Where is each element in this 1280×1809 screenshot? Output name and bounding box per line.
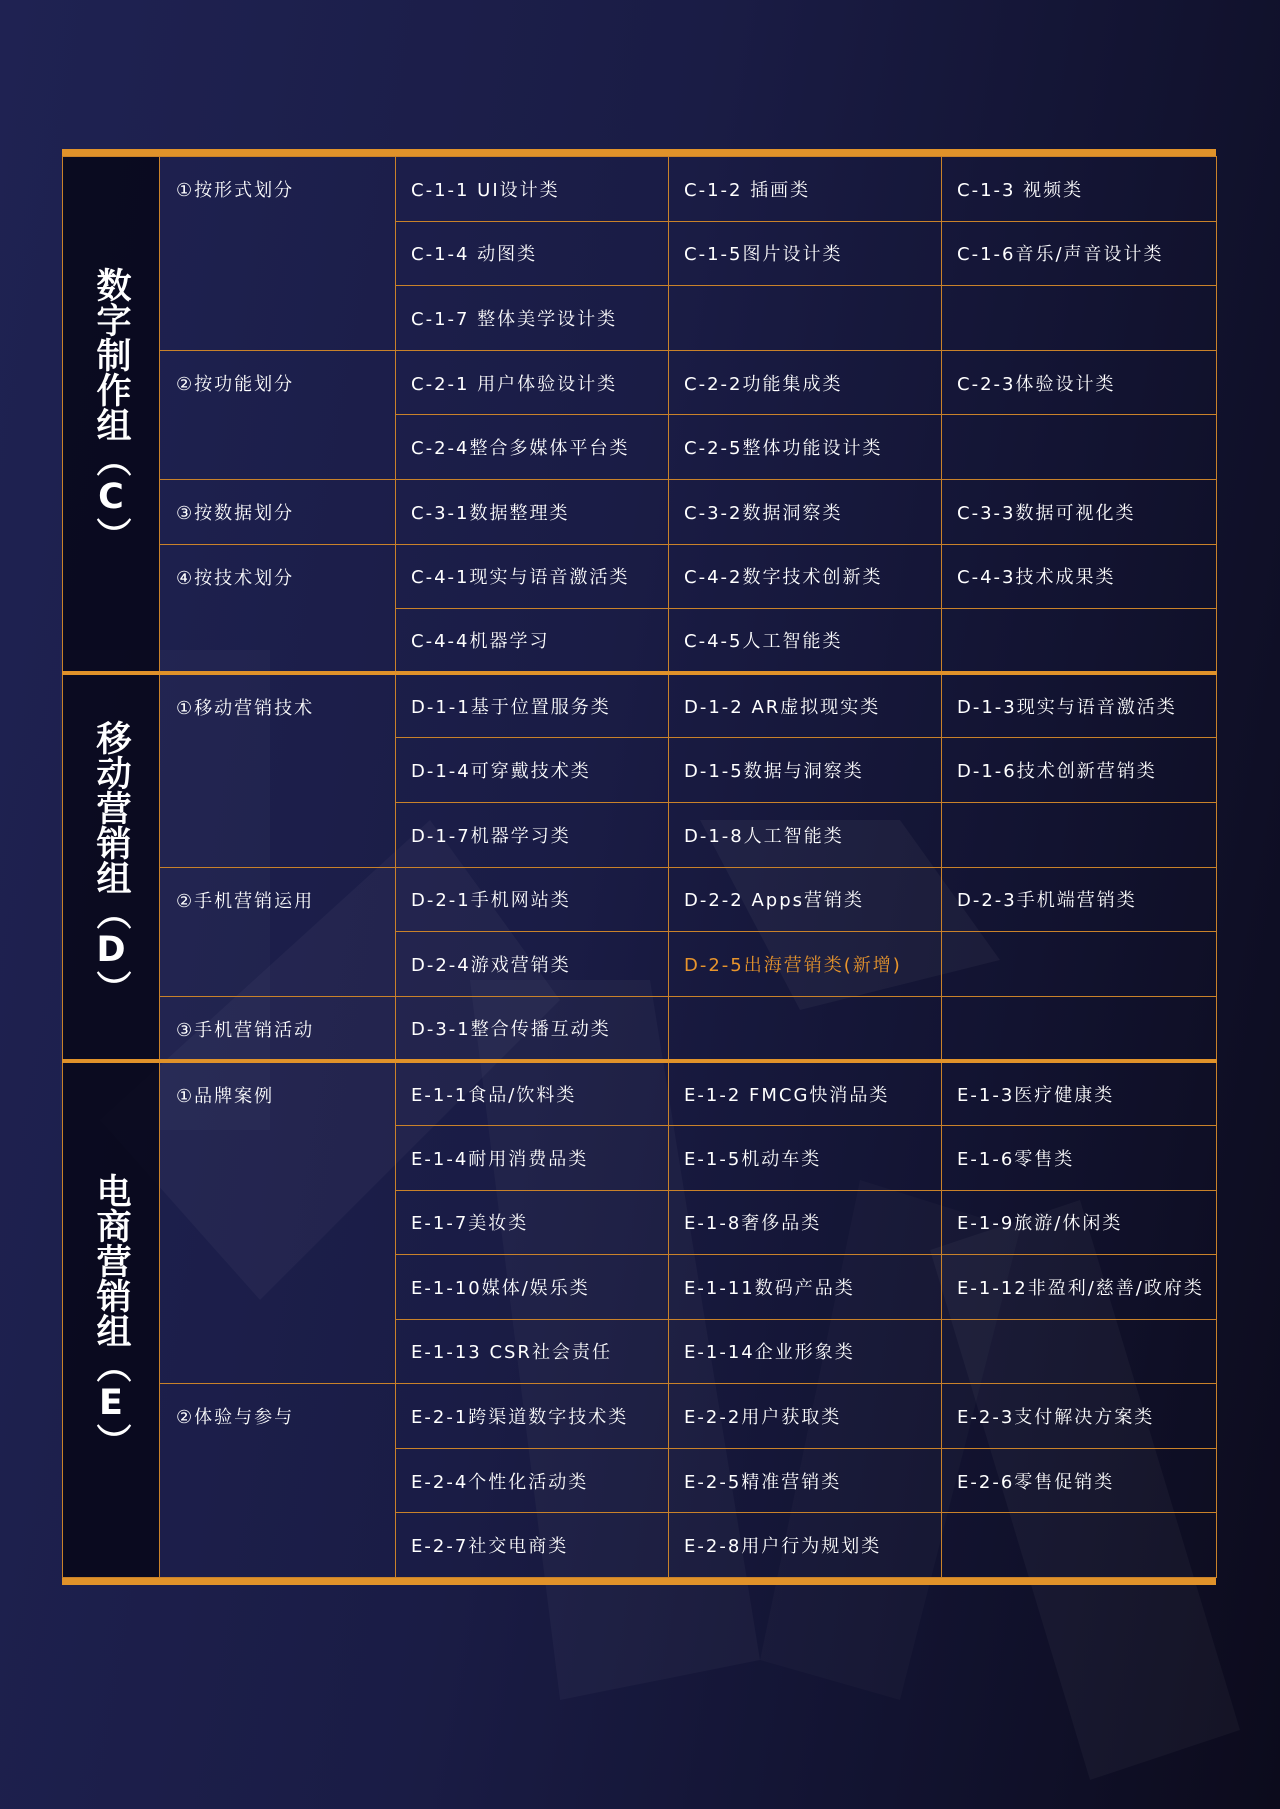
table-row <box>63 867 1217 932</box>
empty-cell <box>942 802 1217 867</box>
category-cell: D-1-1基于位置服务类 <box>396 673 669 738</box>
subgroup-label: ②体验与参与 <box>160 1384 396 1578</box>
category-cell: E-2-4个性化活动类 <box>396 1448 669 1513</box>
category-cell: D-2-4游戏营销类 <box>396 932 669 997</box>
category-cell: C-4-2数字技术创新类 <box>669 544 942 609</box>
table-row <box>63 1061 1217 1126</box>
group-name: 数字制作组（C） <box>91 267 131 553</box>
empty-cell <box>942 1319 1217 1384</box>
group-name: 移动营销组（D） <box>91 720 131 1006</box>
empty-cell <box>669 996 942 1061</box>
category-cell: E-2-1跨渠道数字技术类 <box>396 1384 669 1449</box>
category-cell: D-2-2 Apps营销类 <box>669 867 942 932</box>
category-cell: E-1-8奢侈品类 <box>669 1190 942 1255</box>
subgroup-label: ③按数据划分 <box>160 479 396 544</box>
subgroup-label: ①移动营销技术 <box>160 673 396 867</box>
empty-cell <box>942 415 1217 480</box>
category-cell: D-1-7机器学习类 <box>396 802 669 867</box>
table-row <box>63 157 1217 222</box>
category-cell: E-1-9旅游/休闲类 <box>942 1190 1217 1255</box>
category-cell: C-1-7 整体美学设计类 <box>396 286 669 351</box>
category-cell: D-2-1手机网站类 <box>396 867 669 932</box>
category-cell: E-2-8用户行为规划类 <box>669 1513 942 1578</box>
subgroup-label: ④按技术划分 <box>160 544 396 673</box>
category-cell: E-1-7美妆类 <box>396 1190 669 1255</box>
empty-cell <box>942 1513 1217 1578</box>
category-cell: C-1-5图片设计类 <box>669 221 942 286</box>
category-cell: D-1-6技术创新营销类 <box>942 738 1217 803</box>
category-cell: C-1-3 视频类 <box>942 157 1217 222</box>
category-cell: E-2-7社交电商类 <box>396 1513 669 1578</box>
category-cell: D-1-4可穿戴技术类 <box>396 738 669 803</box>
subgroup-label: ②按功能划分 <box>160 350 396 479</box>
category-cell: E-2-3支付解决方案类 <box>942 1384 1217 1449</box>
category-cell: E-1-10媒体/娱乐类 <box>396 1255 669 1320</box>
category-cell: C-2-5整体功能设计类 <box>669 415 942 480</box>
category-cell: C-4-5人工智能类 <box>669 609 942 674</box>
category-cell: C-4-3技术成果类 <box>942 544 1217 609</box>
category-cell: E-1-1食品/饮料类 <box>396 1061 669 1126</box>
category-cell: D-2-5出海营销类(新增) <box>669 932 942 997</box>
category-cell: C-3-2数据洞察类 <box>669 479 942 544</box>
empty-cell <box>942 996 1217 1061</box>
category-cell: E-2-5精准营销类 <box>669 1448 942 1513</box>
category-table <box>62 156 1217 1578</box>
category-cell: C-2-2功能集成类 <box>669 350 942 415</box>
category-cell: D-2-3手机端营销类 <box>942 867 1217 932</box>
category-cell: D-1-8人工智能类 <box>669 802 942 867</box>
group-name: 电商营销组（E） <box>91 1172 131 1458</box>
category-cell: E-1-6零售类 <box>942 1125 1217 1190</box>
empty-cell <box>942 609 1217 674</box>
category-cell: C-1-6音乐/声音设计类 <box>942 221 1217 286</box>
category-cell: E-1-4耐用消费品类 <box>396 1125 669 1190</box>
table-row <box>63 996 1217 1061</box>
category-cell: C-1-1 UI设计类 <box>396 157 669 222</box>
category-cell: E-1-11数码产品类 <box>669 1255 942 1320</box>
table-row <box>63 544 1217 609</box>
category-cell: C-3-1数据整理类 <box>396 479 669 544</box>
subgroup-label: ①按形式划分 <box>160 157 396 351</box>
table-row <box>63 1384 1217 1449</box>
subgroup-label: ①品牌案例 <box>160 1061 396 1384</box>
category-cell: C-4-4机器学习 <box>396 609 669 674</box>
category-cell: E-2-2用户获取类 <box>669 1384 942 1449</box>
category-cell: D-1-2 AR虚拟现实类 <box>669 673 942 738</box>
category-cell: D-1-5数据与洞察类 <box>669 738 942 803</box>
subgroup-label: ③手机营销活动 <box>160 996 396 1061</box>
group-label <box>63 1061 160 1578</box>
category-cell: E-1-12非盈利/慈善/政府类 <box>942 1255 1217 1320</box>
empty-cell <box>669 286 942 351</box>
category-cell: E-1-2 FMCG快消品类 <box>669 1061 942 1126</box>
category-cell: E-1-5机动车类 <box>669 1125 942 1190</box>
category-cell: E-1-3医疗健康类 <box>942 1061 1217 1126</box>
subgroup-label: ②手机营销运用 <box>160 867 396 996</box>
category-cell: C-2-3体验设计类 <box>942 350 1217 415</box>
category-cell: E-1-14企业形象类 <box>669 1319 942 1384</box>
category-cell: C-3-3数据可视化类 <box>942 479 1217 544</box>
category-cell: E-2-6零售促销类 <box>942 1448 1217 1513</box>
category-cell: E-1-13 CSR社会责任 <box>396 1319 669 1384</box>
category-cell: D-1-3现实与语音激活类 <box>942 673 1217 738</box>
category-table-frame <box>62 149 1216 1585</box>
category-cell: D-3-1整合传播互动类 <box>396 996 669 1061</box>
category-cell: C-2-4整合多媒体平台类 <box>396 415 669 480</box>
group-label <box>63 673 160 1061</box>
table-row <box>63 673 1217 738</box>
empty-cell <box>942 286 1217 351</box>
category-cell: C-1-2 插画类 <box>669 157 942 222</box>
empty-cell <box>942 932 1217 997</box>
category-cell: C-1-4 动图类 <box>396 221 669 286</box>
group-label <box>63 157 160 674</box>
category-cell: C-4-1现实与语音激活类 <box>396 544 669 609</box>
table-row <box>63 350 1217 415</box>
category-cell: C-2-1 用户体验设计类 <box>396 350 669 415</box>
table-row <box>63 479 1217 544</box>
